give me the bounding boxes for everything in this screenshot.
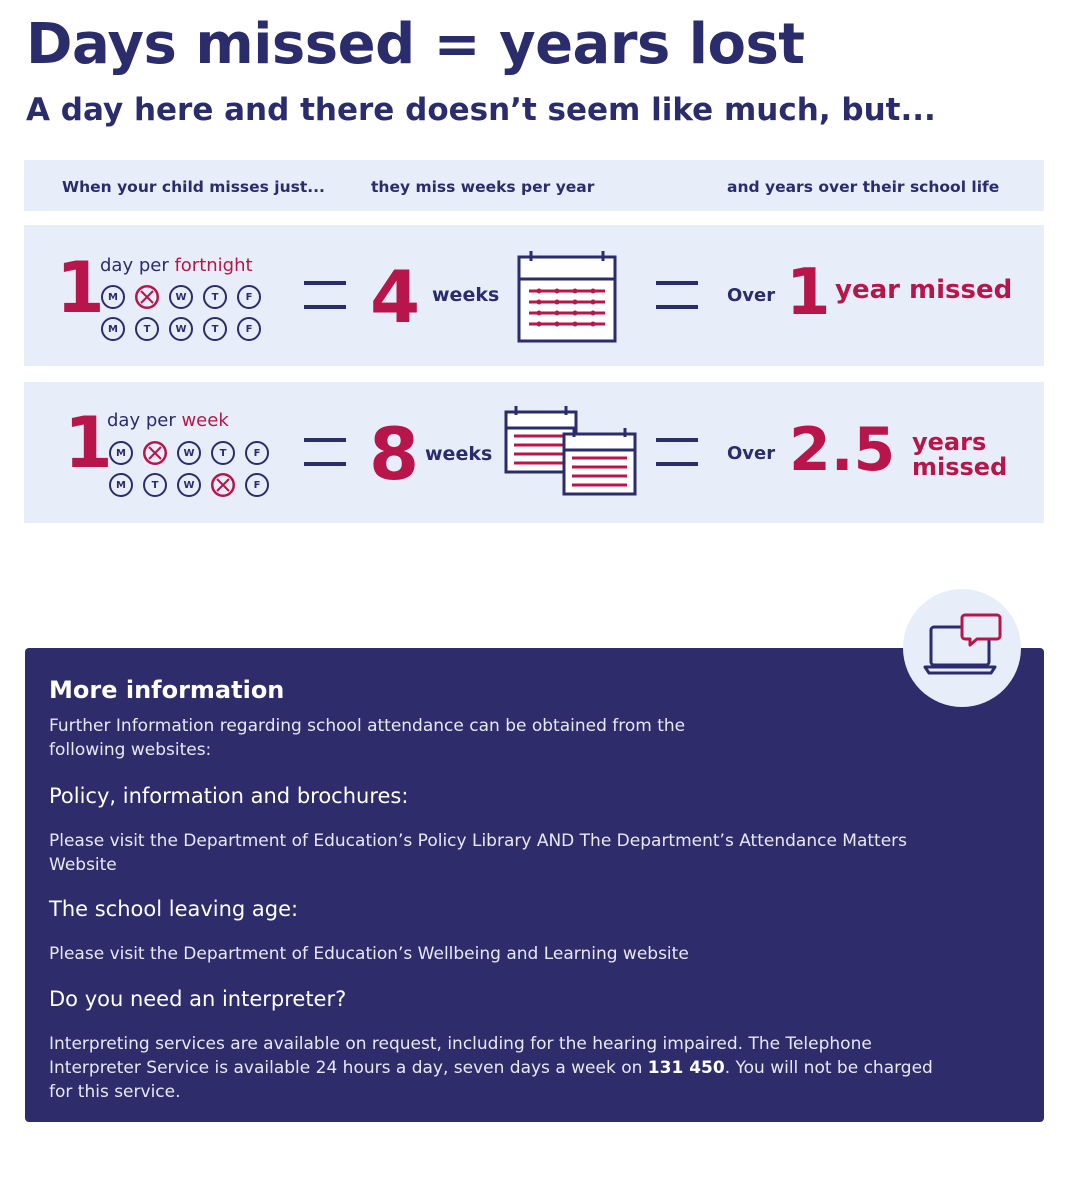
row-fortnight bbox=[24, 225, 1044, 366]
freq-highlight: week bbox=[181, 410, 229, 431]
missed-day-icon bbox=[211, 473, 235, 497]
interp-line-2a: Interpreter Service is available 24 hours a day, seven days a week on bbox=[49, 1058, 648, 1078]
calendar-icon bbox=[504, 406, 639, 498]
policy-heading: Policy, information and brochures: bbox=[49, 784, 409, 808]
header-col-1: When your child misses just... bbox=[62, 178, 325, 196]
absence-frequency bbox=[107, 410, 229, 431]
absence-count: 1 bbox=[64, 402, 113, 484]
absence-frequency bbox=[100, 255, 253, 276]
missed-day-icon bbox=[143, 441, 167, 465]
weeks-value: 4 bbox=[370, 255, 421, 339]
page-title: Days missed = years lost bbox=[26, 12, 805, 77]
day-circle: W bbox=[177, 473, 201, 497]
result-label: year missed bbox=[835, 275, 1013, 305]
day-circle: T bbox=[211, 441, 235, 465]
info-intro-line-2: following websites: bbox=[49, 740, 212, 760]
info-heading: More information bbox=[49, 676, 285, 704]
result-value: 2.5 bbox=[789, 415, 896, 485]
equals-icon bbox=[304, 438, 346, 468]
interp-line-2b: . You will not be charged bbox=[724, 1058, 933, 1078]
leaving-age-heading: The school leaving age: bbox=[49, 897, 299, 921]
over-label: Over bbox=[727, 443, 776, 464]
day-circle: F bbox=[237, 285, 261, 309]
day-circle: M bbox=[101, 317, 125, 341]
freq-prefix: day per bbox=[107, 410, 182, 431]
missed-day-icon bbox=[135, 285, 159, 309]
header-col-2: they miss weeks per year bbox=[371, 178, 595, 196]
leaving-age-text: Please visit the Department of Education’s Wellbeing and Learning website bbox=[49, 944, 689, 964]
day-circle: T bbox=[143, 473, 167, 497]
result-label bbox=[912, 430, 1007, 480]
day-grid bbox=[101, 285, 261, 349]
laptop-chat-badge bbox=[903, 589, 1021, 707]
day-circle: F bbox=[237, 317, 261, 341]
day-circle: M bbox=[109, 473, 133, 497]
day-circle: T bbox=[203, 317, 227, 341]
freq-highlight: fortnight bbox=[174, 255, 253, 276]
laptop-chat-icon bbox=[903, 589, 1021, 707]
day-circle: F bbox=[245, 441, 269, 465]
day-circle: W bbox=[169, 317, 193, 341]
info-intro-line-1: Further Information regarding school attendance can be obtained from the bbox=[49, 716, 686, 736]
policy-text-line-2: Website bbox=[49, 855, 117, 875]
interpreter-text bbox=[49, 1032, 933, 1104]
calendar-icon bbox=[517, 251, 617, 343]
day-circle: M bbox=[109, 441, 133, 465]
day-grid bbox=[109, 441, 269, 505]
result-label-line-2: missed bbox=[912, 453, 1008, 482]
result-label-line-1: years bbox=[912, 428, 987, 456]
policy-text bbox=[49, 829, 907, 877]
result-value: 1 bbox=[786, 256, 831, 330]
interpreter-heading: Do you need an interpreter? bbox=[49, 987, 347, 1011]
freq-prefix: day per bbox=[100, 255, 175, 276]
day-circle: M bbox=[101, 285, 125, 309]
day-circle: T bbox=[135, 317, 159, 341]
weeks-label: weeks bbox=[425, 443, 493, 465]
interp-line-1: Interpreting services are available on request, including for the hearing impaired. The Telephone bbox=[49, 1034, 872, 1054]
weeks-label: weeks bbox=[432, 284, 500, 306]
over-label: Over bbox=[727, 285, 776, 306]
page-subtitle: A day here and there doesn’t seem like much, but... bbox=[26, 92, 936, 128]
day-circle: W bbox=[169, 285, 193, 309]
policy-text-line-1: Please visit the Department of Education’s Policy Library AND The Department’s Attendance Matters bbox=[49, 831, 908, 851]
absence-count: 1 bbox=[56, 247, 105, 329]
equals-icon bbox=[656, 438, 698, 468]
day-circle: F bbox=[245, 473, 269, 497]
table-header bbox=[24, 160, 1044, 211]
header-col-3: and years over their school life bbox=[727, 178, 1000, 196]
day-circle: T bbox=[203, 285, 227, 309]
row-week bbox=[24, 382, 1044, 523]
weeks-value: 8 bbox=[369, 412, 420, 496]
day-circle: W bbox=[177, 441, 201, 465]
equals-icon bbox=[656, 281, 698, 311]
info-intro bbox=[49, 714, 685, 762]
more-information-panel bbox=[25, 648, 1044, 1122]
interp-line-3: for this service. bbox=[49, 1082, 181, 1102]
interpreter-phone: 131 450 bbox=[647, 1058, 725, 1078]
equals-icon bbox=[304, 281, 346, 311]
